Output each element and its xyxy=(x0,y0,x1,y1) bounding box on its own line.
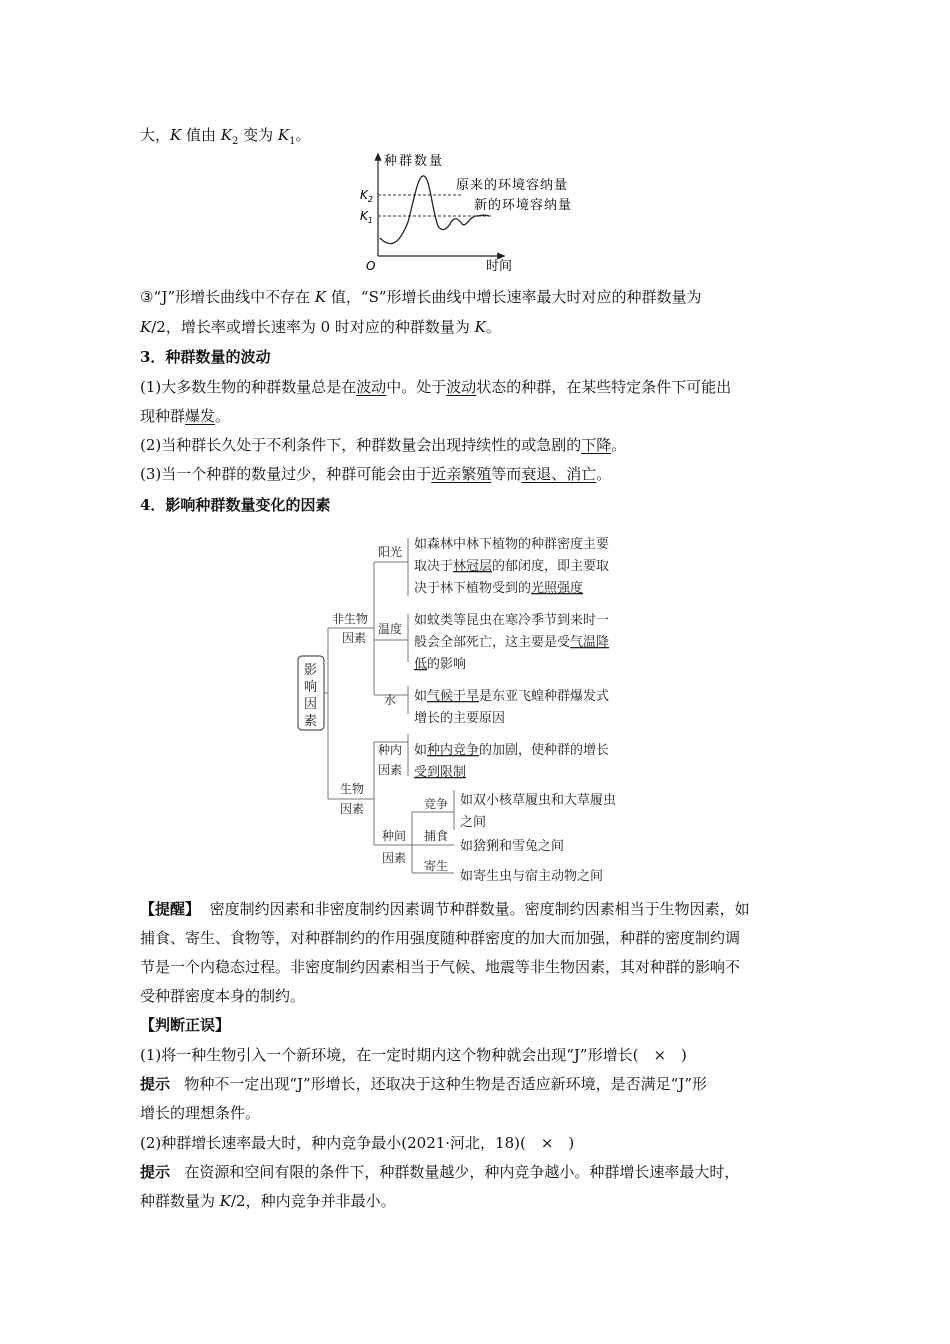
k-symbol: K xyxy=(170,126,182,144)
section-3-item-2 xyxy=(140,434,626,456)
hint-label: 提示 xyxy=(140,1075,171,1093)
intro-text: 值由 xyxy=(181,126,221,144)
parasitism-text: 如寄生虫与宿主动物之间 xyxy=(460,869,604,884)
graph-x-label: 时间 xyxy=(486,259,513,274)
answer-blank: 波动 xyxy=(356,378,387,396)
judge-question-2: (2)种群增长速率最大时，种内竞争最小(2021·河北，18)( × ) xyxy=(140,1134,575,1152)
judge-label: 【判断正误】 xyxy=(140,1016,231,1034)
paragraph-3-line-2 xyxy=(140,316,501,338)
competition-text-line: 如双小核草履虫和大草履虫 xyxy=(460,793,617,808)
intraspecific-text-line: 受到限制 xyxy=(414,765,467,780)
graph-origin-label: O xyxy=(366,259,376,273)
k-symbol: K xyxy=(314,288,327,306)
answer-blank: 爆发 xyxy=(185,407,216,425)
s3-text: (2)当种群长久处于不利条件下，种群数量会出现持续性的或急剧的 xyxy=(140,436,582,454)
graph-k2-label: $K_2$ xyxy=(360,188,373,204)
k-symbol: K xyxy=(474,318,486,336)
population-graph xyxy=(352,150,612,278)
s3-text: 等而 xyxy=(491,465,522,483)
light-text-line: 决于林下植物受到的光照强度 xyxy=(414,581,584,596)
interspecific-label: 因素 xyxy=(382,851,407,865)
abiotic-factor-label: 非生物 xyxy=(332,612,369,626)
mindmap-root-char: 影 xyxy=(304,663,318,678)
k2-subscript: 2 xyxy=(232,136,239,147)
temperature-text-line: 如蚊类等昆虫在寒冷季节到来时一 xyxy=(414,613,610,628)
section-3-title: 3．种群数量的波动 xyxy=(140,348,271,366)
tip-line-4: 受种群密度本身的制约。 xyxy=(140,987,306,1005)
s3-text: 现种群 xyxy=(140,407,186,425)
light-text-line: 取决于林冠层的郁闭度，即主要取 xyxy=(414,559,610,574)
judge-answer-2-line-2 xyxy=(140,1190,396,1212)
tip-line-1 xyxy=(140,898,750,920)
answer-blank: 近亲繁殖 xyxy=(431,465,492,483)
original-capacity-label: 原来的环境容纳量 xyxy=(456,178,569,193)
answer-blank: 波动 xyxy=(446,378,477,396)
hint-text: 种群数量为 xyxy=(140,1192,220,1210)
water-text-line: 如气候干旱是东亚飞蝗种群爆发式 xyxy=(414,689,610,704)
tip-text: 密度制约因素和非密度制约因素调节种群数量。密度制约因素相当于生物因素，如 xyxy=(209,900,750,918)
section-3-item-1-line-2 xyxy=(140,405,230,427)
s3-text: 。 xyxy=(611,436,627,454)
judge-answer-1-line-2: 增长的理想条件。 xyxy=(140,1104,261,1122)
s3-text: 状态的种群，在某些特定条件下可能出 xyxy=(476,378,732,396)
biotic-factor-label: 因素 xyxy=(340,802,365,816)
judge-question-1: (1)将一种生物引入一个新环境，在一定时期内这个物种就会出现“J”形增长( × ) xyxy=(140,1046,687,1064)
s3-text: 中。处于 xyxy=(386,378,447,396)
hint-label: 提示 xyxy=(140,1163,171,1181)
s3-text: (3)当一个种群的数量过少，种群可能会由于 xyxy=(140,465,432,483)
paragraph-3-line-1 xyxy=(140,286,702,308)
root-bracket xyxy=(324,628,370,799)
hint-text: /2，种内竞争并非最小。 xyxy=(231,1192,396,1210)
intraspecific-label: 种内 xyxy=(378,743,403,757)
new-capacity-label: 新的环境容纳量 xyxy=(474,198,573,213)
intraspecific-text-line: 如种内竞争的加剧，使种群的增长 xyxy=(414,743,610,758)
intro-text: 大， xyxy=(140,126,171,144)
competition-text-line: 之间 xyxy=(460,815,487,830)
s3-text: (1)大多数生物的种群数量总是在 xyxy=(140,378,357,396)
graph-y-label: 种群数量 xyxy=(384,154,445,169)
intro-text: 变为 xyxy=(238,126,278,144)
k1-subscript: 1 xyxy=(289,136,296,147)
graph-k1-label: $K_1$ xyxy=(360,209,373,225)
abiotic-factor-label: 因素 xyxy=(342,631,367,645)
tip-label: 【提醒】 xyxy=(140,900,201,918)
temperature-text-line: 般会全部死亡，这主要是受气温降 xyxy=(414,635,610,650)
competition-label: 竞争 xyxy=(424,797,449,811)
section-3-item-3 xyxy=(140,463,611,485)
mindmap-root-char: 素 xyxy=(304,714,318,729)
answer-blank: 下降 xyxy=(581,436,612,454)
mindmap-root-char: 因 xyxy=(304,697,318,712)
p3-text: /2，增长率或增长速率为 0 时对应的种群数量为 xyxy=(151,318,475,336)
tip-line-2: 捕食、寄生、食物等，对种群制约的作用强度随种群密度的加大而加强，种群的密度制约调 xyxy=(140,929,741,947)
temperature-text-line: 低的影响 xyxy=(414,657,467,672)
temperature-label: 温度 xyxy=(378,622,403,636)
mindmap-root-char: 响 xyxy=(304,680,318,695)
factors-mindmap xyxy=(290,528,670,890)
water-text-line: 增长的主要原因 xyxy=(414,711,506,726)
k2-symbol: K xyxy=(220,126,232,144)
p3-text: 值，“S”形增长曲线中增长速率最大时对应的种群数量为 xyxy=(326,288,702,306)
judge-answer-2-line-1 xyxy=(140,1161,739,1183)
intraspecific-label: 因素 xyxy=(378,763,403,777)
judge-answer-1-line-1 xyxy=(140,1073,707,1095)
s3-text: 。 xyxy=(596,465,612,483)
predation-label: 捕食 xyxy=(424,829,449,843)
light-text-line: 如森林中林下植物的种群密度主要 xyxy=(414,537,610,552)
answer-blank: 衰退、消亡 xyxy=(521,465,597,483)
s3-text: 。 xyxy=(215,407,231,425)
p3-text: 。 xyxy=(485,318,501,336)
hint-text: 物种不一定出现“J”形增长，还取决于这种生物是否适应新环境，是否满足“J”形 xyxy=(184,1075,708,1093)
p3-text: ③“J”形增长曲线中不存在 xyxy=(140,288,315,306)
intro-line xyxy=(140,124,311,153)
tip-line-3: 节是一个内稳态过程。非密度制约因素相当于气候、地震等非生物因素，其对种群的影响不 xyxy=(140,958,741,976)
intro-text: 。 xyxy=(295,126,311,144)
hint-text: 在资源和空间有限的条件下，种群数量越少，种内竞争越小。种群增长速率最大时， xyxy=(184,1163,740,1181)
light-label: 阳光 xyxy=(378,545,403,559)
k-symbol: K xyxy=(140,318,152,336)
predation-text: 如猞猁和雪兔之间 xyxy=(460,839,565,854)
interspecific-label: 种间 xyxy=(382,829,407,843)
parasitism-label: 寄生 xyxy=(424,859,449,873)
biotic-factor-label: 生物 xyxy=(340,782,365,796)
k-symbol: K xyxy=(219,1192,231,1210)
section-4-title: 4．影响种群数量变化的因素 xyxy=(140,496,331,514)
k1-symbol: K xyxy=(277,126,290,144)
water-label: 水 xyxy=(384,693,397,707)
section-3-item-1-line-1 xyxy=(140,376,731,398)
